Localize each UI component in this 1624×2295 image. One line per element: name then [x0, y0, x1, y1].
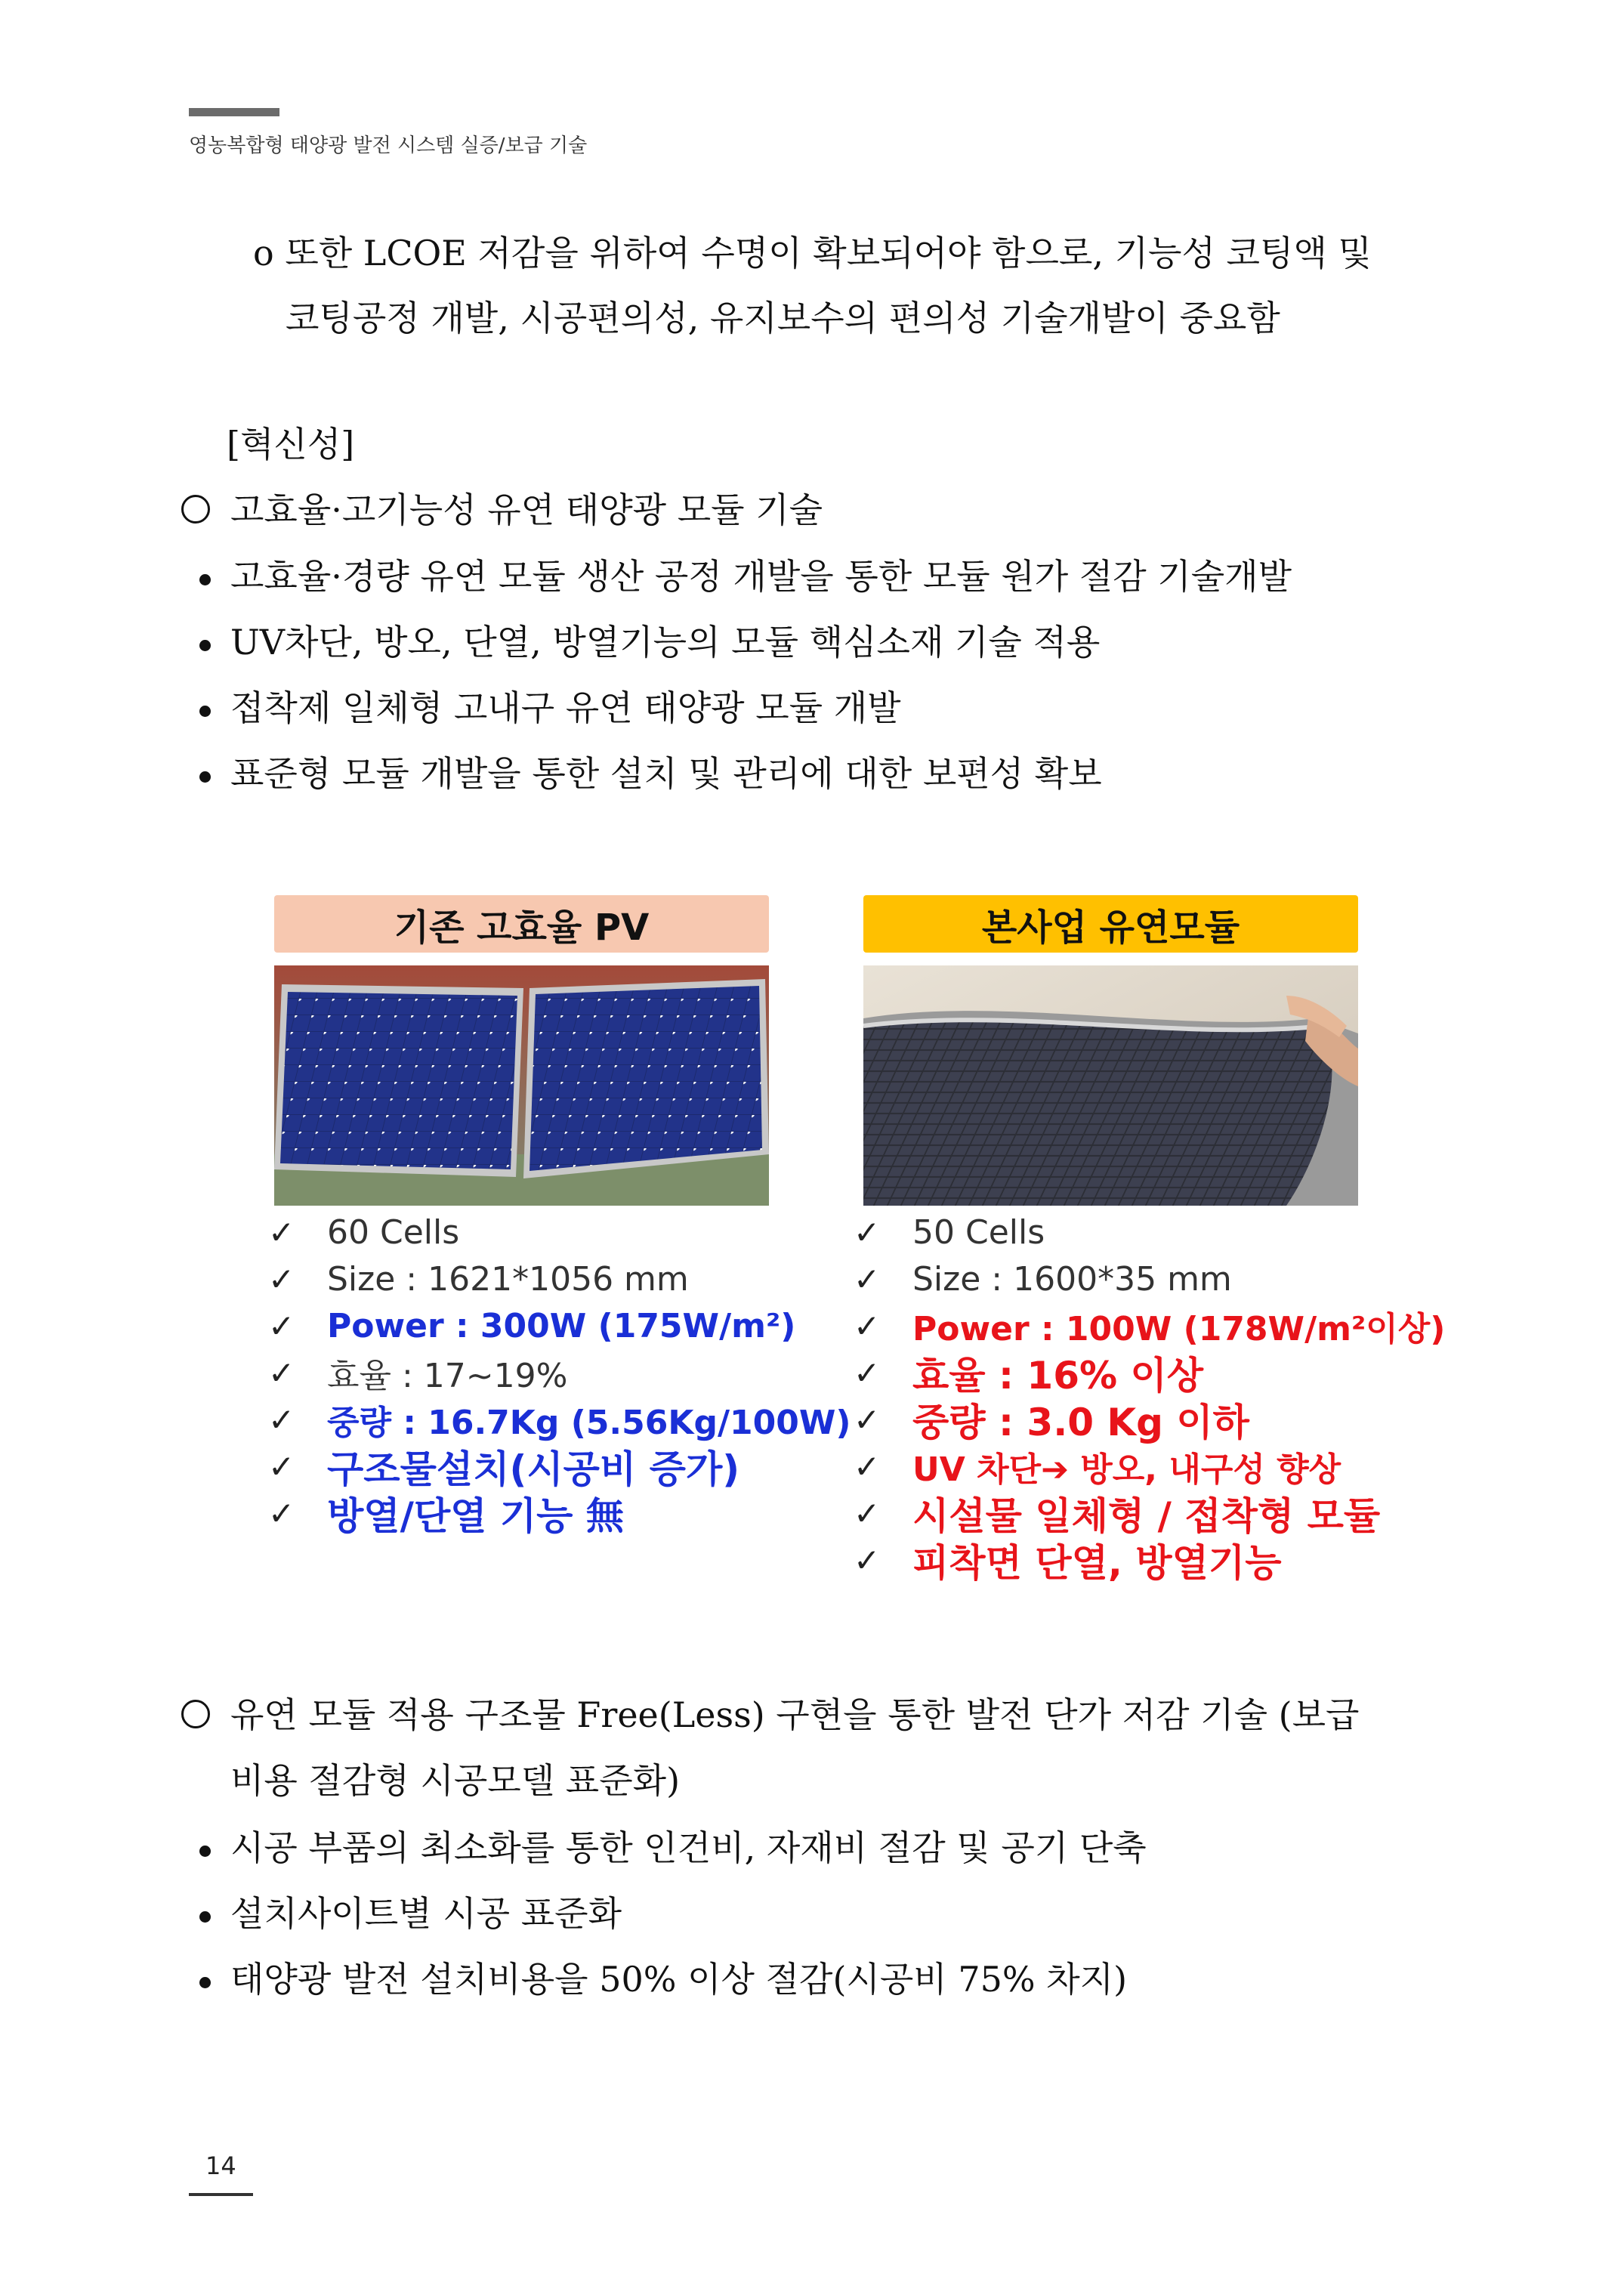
spec-item: ✓ 효율 : 16% 이상	[854, 1354, 1204, 1398]
bullet-dot-icon	[199, 1846, 211, 1857]
bullet-dot-icon	[199, 1911, 211, 1923]
bullet-dot-icon	[199, 640, 211, 651]
spec-item: ✓ Size : 1621*1056 mm	[268, 1259, 689, 1299]
spec-item: ✓ UV 차단➔ 방오, 내구성 향상	[854, 1447, 1341, 1489]
item2-bullet: 설치사이트별 시공 표준화	[230, 1893, 622, 1934]
check-icon: ✓	[268, 1354, 295, 1392]
check-icon: ✓	[854, 1447, 881, 1485]
check-icon: ✓	[268, 1260, 295, 1298]
running-title: 영농복합형 태양광 발전 시스템 실증/보급 기술	[189, 134, 588, 157]
bullet-dot-icon	[199, 771, 211, 783]
spec-item: ✓ 방열/단열 기능 無	[268, 1494, 624, 1538]
item2-bullet: 태양광 발전 설치비용을 50% 이상 절감(시공비 75% 차지)	[230, 1959, 1128, 2000]
spec-item: ✓ 60 Cells	[268, 1212, 460, 1252]
check-icon: ✓	[268, 1307, 295, 1345]
check-icon: ✓	[268, 1401, 295, 1438]
conventional-panel-photo	[274, 965, 769, 1206]
bullet-dot-icon	[199, 1977, 211, 1988]
check-icon: ✓	[854, 1401, 881, 1438]
flexible-module-label: 본사업 유연모듈	[863, 895, 1358, 953]
check-icon: ✓	[854, 1354, 881, 1392]
spec-item: ✓ 구조물설치(시공비 증가)	[268, 1447, 740, 1491]
item1-bullet: 표준형 모듈 개발을 통한 설치 및 관리에 대한 보편성 확보	[230, 753, 1102, 794]
check-icon: ✓	[854, 1541, 881, 1579]
check-icon: ✓	[854, 1213, 881, 1251]
conventional-spec-list	[268, 1209, 851, 1537]
conventional-pv-label: 기존 고효율 PV	[274, 895, 769, 953]
footer-rule	[189, 2193, 253, 2196]
circle-bullet-icon	[181, 1700, 210, 1728]
spec-item: ✓ 중량 : 16.7Kg (5.56Kg/100W)	[268, 1401, 851, 1442]
check-icon: ✓	[268, 1213, 295, 1251]
header-rule	[189, 108, 279, 116]
item2-title-line-2: 비용 절감형 시공모델 표준화)	[230, 1760, 681, 1801]
flexible-spec-list	[854, 1209, 1445, 1583]
check-icon: ✓	[268, 1494, 295, 1532]
item1-title: 고효율·고기능성 유연 태양광 모듈 기술	[230, 490, 823, 530]
spec-item: ✓ 피착면 단열, 방열기능	[854, 1541, 1282, 1585]
spec-item: ✓ 중량 : 3.0 Kg 이하	[854, 1401, 1249, 1444]
page-number: 14	[205, 2151, 236, 2180]
check-icon: ✓	[854, 1494, 881, 1532]
module-comparison-figure	[268, 888, 1446, 1586]
spec-item: ✓ Size : 1600*35 mm	[854, 1259, 1232, 1299]
intro-line-1: o 또한 LCOE 저감을 위하여 수명이 확보되어야 함으로, 기능성 코팅액 및	[253, 233, 1372, 273]
item2-bullet: 시공 부품의 최소화를 통한 인건비, 자재비 절감 및 공기 단축	[230, 1827, 1147, 1868]
circle-bullet-icon	[181, 495, 210, 524]
flexible-module-photo	[863, 965, 1358, 1206]
item1-bullet: 접착제 일체형 고내구 유연 태양광 모듈 개발	[230, 687, 901, 728]
check-icon: ✓	[854, 1307, 881, 1345]
spec-item: ✓ Power : 100W (178W/m²이상)	[854, 1307, 1446, 1348]
spec-item: ✓ Power : 300W (175W/m²)	[268, 1306, 796, 1345]
item1-bullet: 고효율·경량 유연 모듈 생산 공정 개발을 통한 모듈 원가 절감 기술개발	[230, 556, 1292, 597]
check-icon: ✓	[268, 1447, 295, 1485]
intro-line-2: 코팅공정 개발, 시공편의성, 유지보수의 편의성 기술개발이 중요함	[286, 298, 1280, 338]
spec-item: ✓ 효율 : 17~19%	[268, 1354, 568, 1395]
item2-title-line-1: 유연 모듈 적용 구조물 Free(Less) 구현을 통한 발전 단가 저감 기술 (보급	[230, 1694, 1360, 1735]
bullet-dot-icon	[199, 706, 211, 717]
bullet-dot-icon	[199, 574, 211, 585]
spec-item: ✓ 시설물 일체형 / 접착형 모듈	[854, 1494, 1381, 1538]
spec-item: ✓ 50 Cells	[854, 1212, 1045, 1252]
section-title: [혁신성]	[227, 424, 355, 465]
check-icon: ✓	[854, 1260, 881, 1298]
item1-bullet: UV차단, 방오, 단열, 방열기능의 모듈 핵심소재 기술 적용	[230, 622, 1101, 663]
